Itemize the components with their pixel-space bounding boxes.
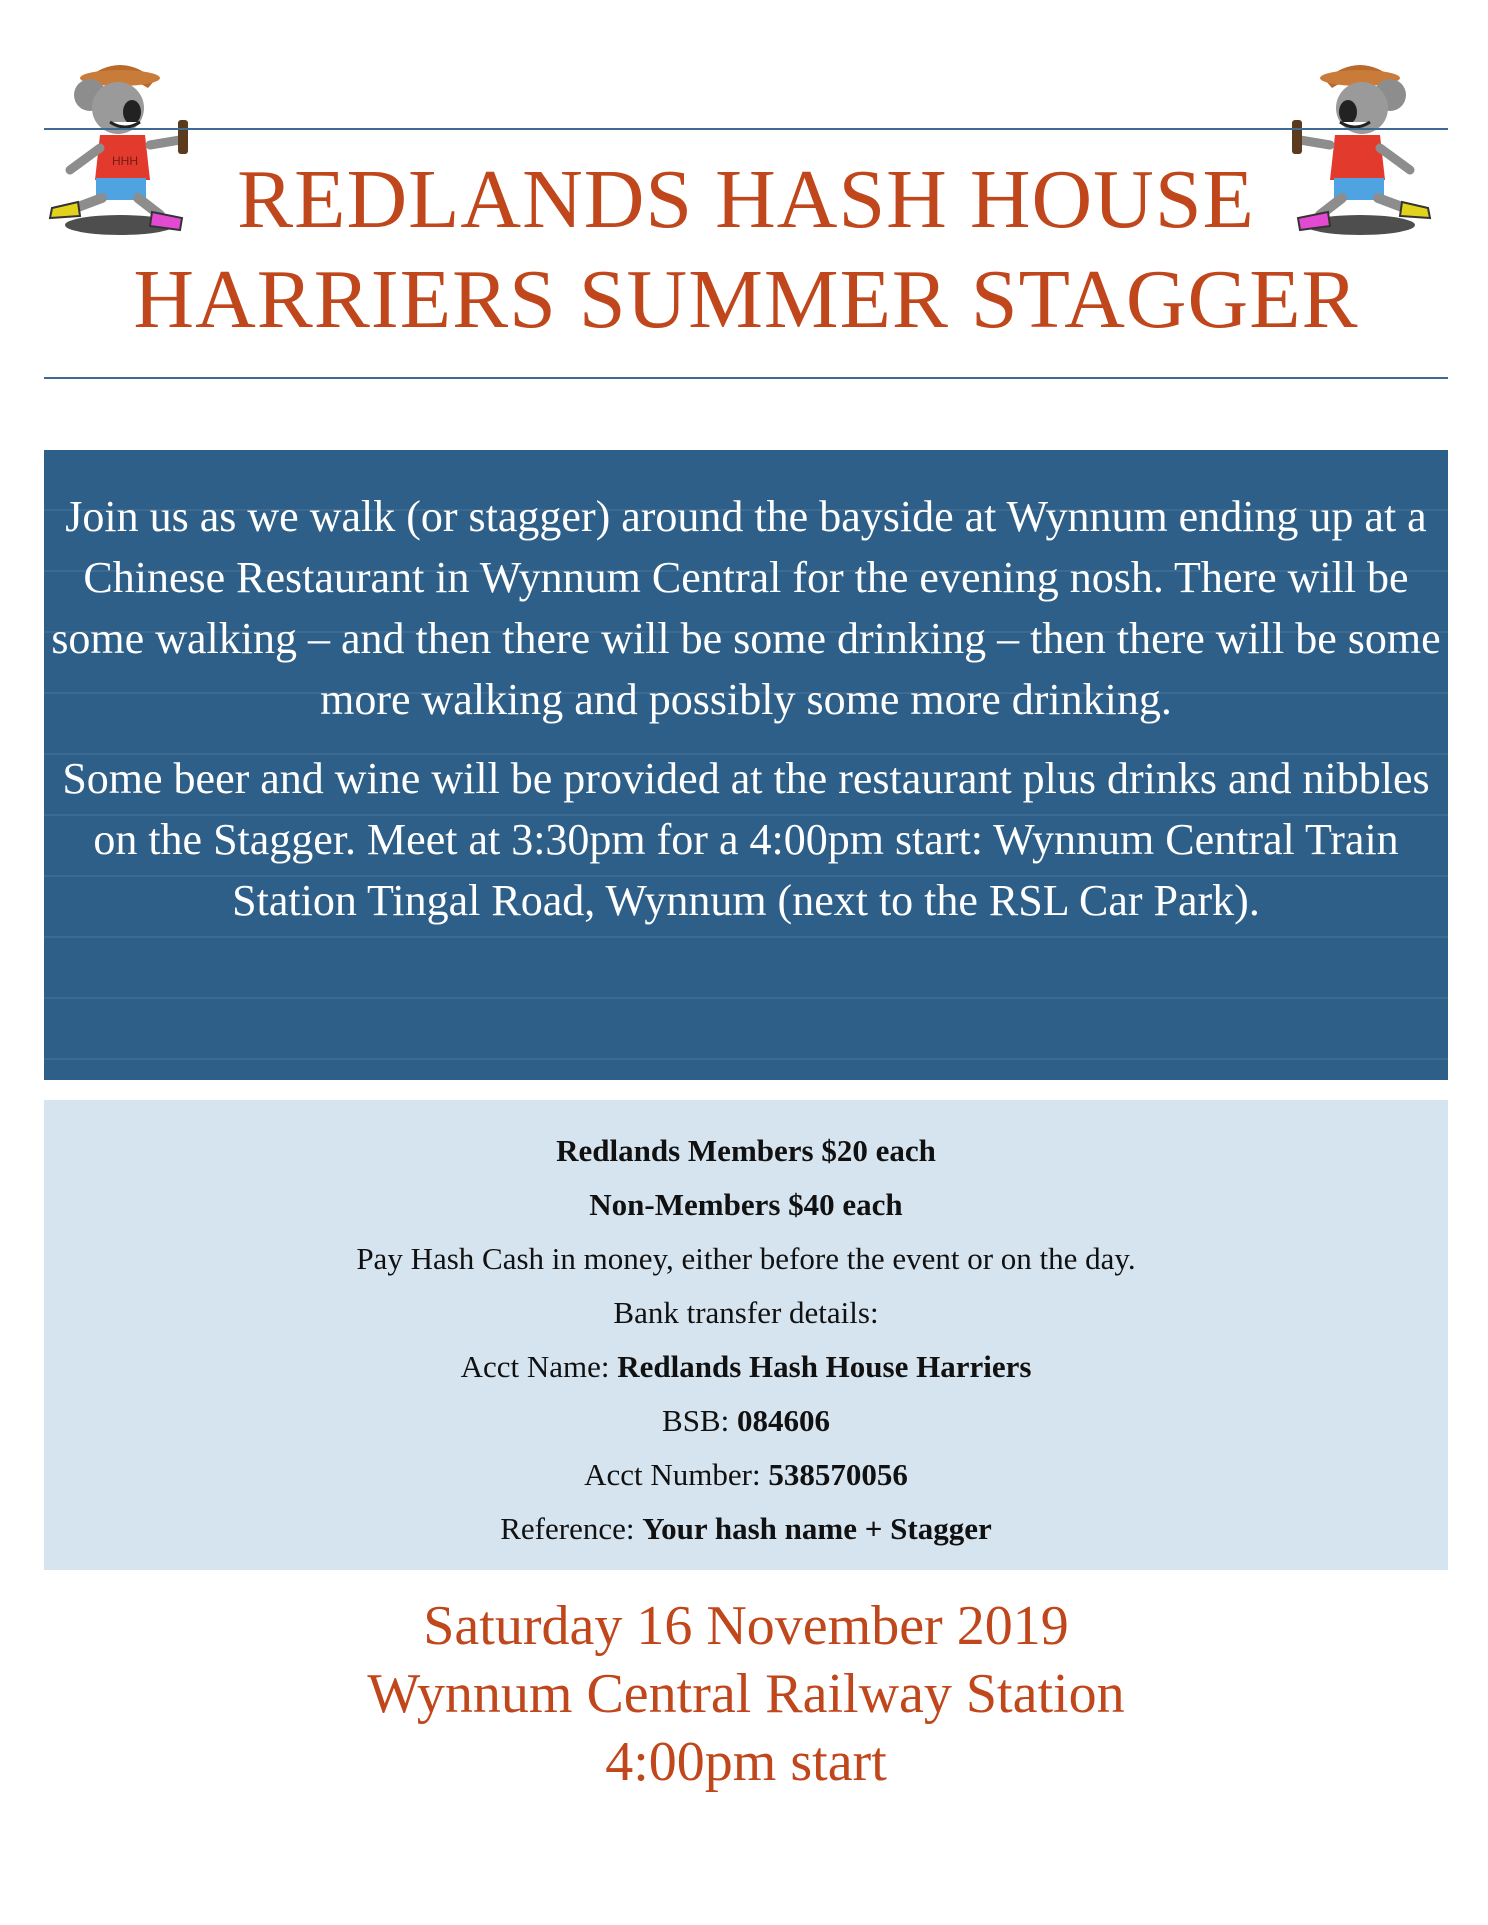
pricing-box xyxy=(44,1100,1448,1570)
event-details xyxy=(44,1592,1448,1796)
pay-note: Pay Hash Cash in money, either before the event or on the day. xyxy=(356,1241,1136,1276)
acct-name-label: Acct Name: xyxy=(460,1349,618,1384)
description-paragraph-1: Join us as we walk (or stagger) around the bayside at Wynnum ending up at a Chinese Restaurant in Wynnum Central for the evening nosh. There will be some walking – and then there will be some drinking – then there will be some more walking and possibly some more drinking. xyxy=(51,492,1441,724)
description-paragraph-2: Some beer and wine will be provided at the restaurant plus drinks and nibbles on the Stagger. Meet at 3:30pm for a 4:00pm start: Wynnum Central Train Station Tingal Road, Wynnum (next to the RSL Car Park). xyxy=(62,754,1430,925)
reference-value: Your hash name + Stagger xyxy=(642,1511,992,1546)
svg-text:HHH: HHH xyxy=(112,154,138,168)
reference-label: Reference: xyxy=(500,1511,643,1546)
acct-number-row xyxy=(44,1448,1448,1502)
acct-name-value: Redlands Hash House Harriers xyxy=(617,1349,1032,1384)
header-bottom-rule xyxy=(44,377,1448,379)
bsb-label: BSB: xyxy=(662,1403,737,1438)
bsb-value: 084606 xyxy=(736,1403,830,1438)
bank-heading: Bank transfer details: xyxy=(613,1295,879,1330)
title-line-2: HARRIERS SUMMER STAGGER xyxy=(133,253,1359,346)
event-description-box xyxy=(44,450,1448,1080)
header-top-rule xyxy=(44,128,1448,130)
event-time: 4:00pm start xyxy=(605,1731,887,1793)
non-members-price: Non-Members $40 each xyxy=(589,1187,903,1222)
acct-name-row xyxy=(44,1340,1448,1394)
bsb-row xyxy=(44,1394,1448,1448)
title-line-1: REDLANDS HASH HOUSE xyxy=(237,153,1255,246)
acct-number-value: 538570056 xyxy=(768,1457,908,1492)
event-date: Saturday 16 November 2019 xyxy=(423,1595,1069,1657)
page-title xyxy=(44,150,1448,350)
members-price: Redlands Members $20 each xyxy=(556,1133,936,1168)
acct-number-label: Acct Number: xyxy=(584,1457,769,1492)
event-location: Wynnum Central Railway Station xyxy=(367,1663,1125,1725)
reference-row xyxy=(44,1502,1448,1556)
